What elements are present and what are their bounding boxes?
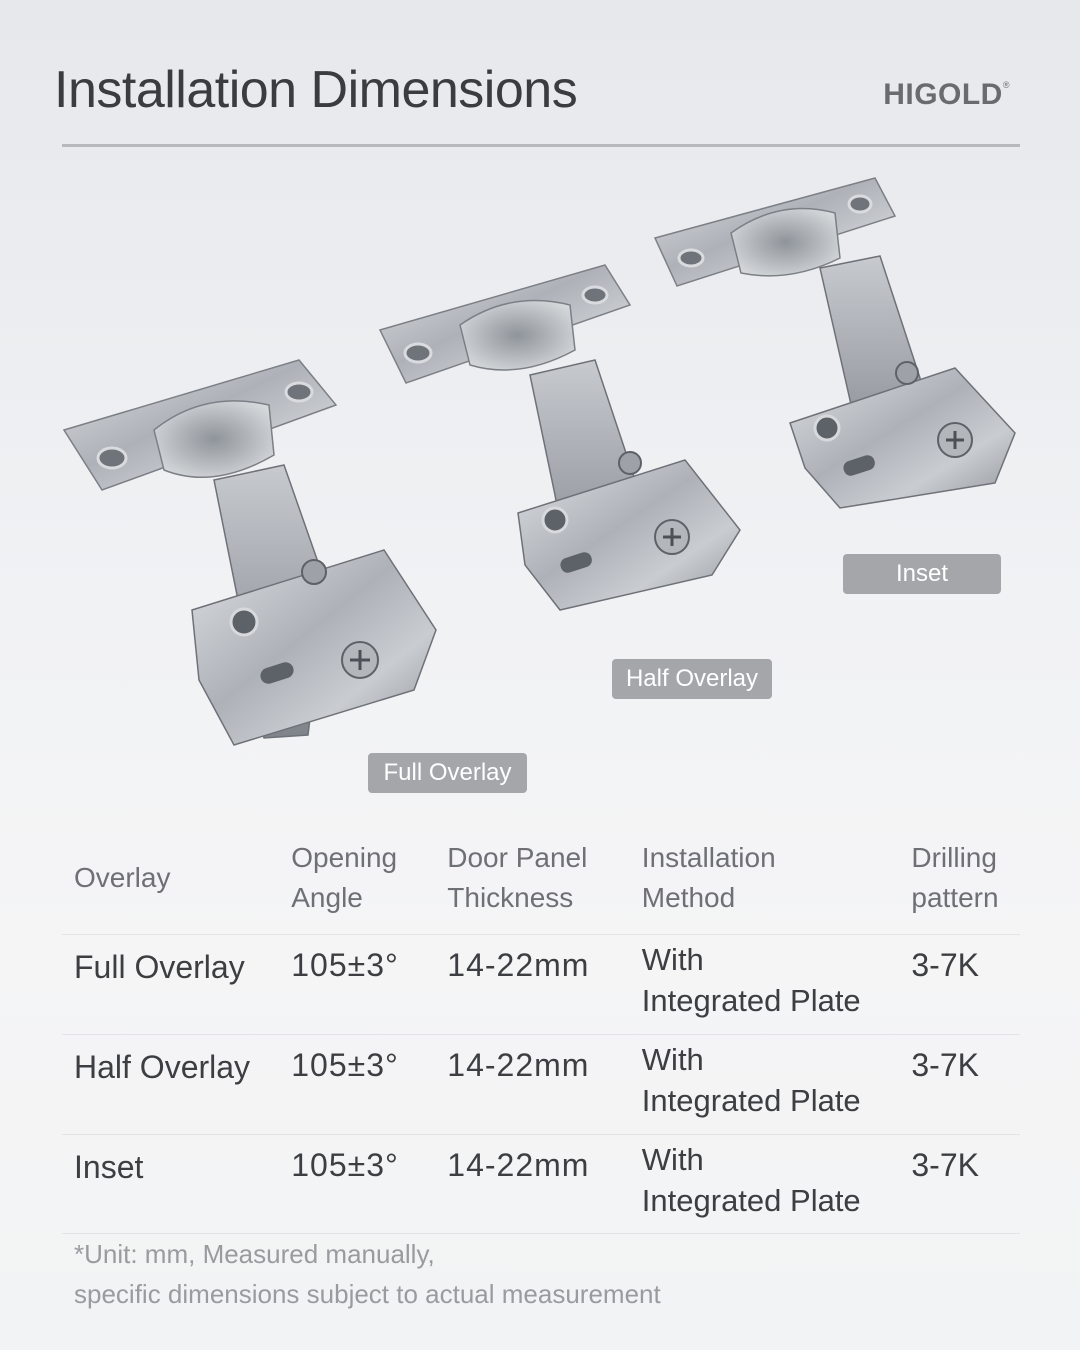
inset-tag: Inset bbox=[843, 554, 1001, 594]
table-row bbox=[62, 1134, 1020, 1234]
cell-overlay: Inset bbox=[74, 1149, 144, 1185]
brand-name: HIGOLD bbox=[883, 78, 1003, 111]
full-overlay-tag: Full Overlay bbox=[368, 753, 527, 793]
full-overlay-hinge bbox=[64, 360, 436, 745]
table-row bbox=[62, 1034, 1020, 1134]
cell-method: With Integrated Plate bbox=[641, 1042, 861, 1118]
cell-overlay: Half Overlay bbox=[74, 1049, 251, 1085]
header-opening-angle: Opening Angle bbox=[291, 842, 398, 913]
cell-opening-angle: 105±3° bbox=[291, 1147, 399, 1183]
inset-hinge bbox=[655, 178, 1015, 508]
header-drilling-pattern: Drilling pattern bbox=[911, 842, 999, 913]
header-installation-method: Installation Method bbox=[641, 842, 776, 913]
cell-drilling: 3-7K bbox=[911, 1147, 979, 1183]
cell-thickness: 14-22mm bbox=[447, 1147, 590, 1183]
page-title: Installation Dimensions bbox=[54, 61, 578, 119]
cell-method: With Integrated Plate bbox=[641, 942, 861, 1018]
half-overlay-hinge bbox=[380, 265, 740, 610]
table-header bbox=[62, 838, 1020, 934]
cell-thickness: 14-22mm bbox=[447, 947, 590, 983]
cell-overlay: Full Overlay bbox=[74, 949, 245, 985]
registered-mark: ® bbox=[1002, 80, 1010, 90]
table-row bbox=[62, 934, 1020, 1034]
cell-opening-angle: 105±3° bbox=[291, 947, 399, 983]
cell-drilling: 3-7K bbox=[911, 947, 979, 983]
header-overlay: Overlay bbox=[74, 862, 171, 893]
footnote-line-1: *Unit: mm, Measured manually, bbox=[74, 1239, 435, 1269]
footnote-line-2: specific dimensions subject to actual measurement bbox=[74, 1279, 661, 1309]
cell-opening-angle: 105±3° bbox=[291, 1047, 399, 1083]
cell-thickness: 14-22mm bbox=[447, 1047, 590, 1083]
specs-table bbox=[62, 838, 1020, 1234]
cell-method: With Integrated Plate bbox=[641, 1142, 861, 1218]
half-overlay-tag: Half Overlay bbox=[612, 659, 772, 699]
cell-drilling: 3-7K bbox=[911, 1047, 979, 1083]
header-door-panel-thickness: Door Panel Thickness bbox=[447, 842, 588, 913]
footnote bbox=[74, 1234, 661, 1314]
